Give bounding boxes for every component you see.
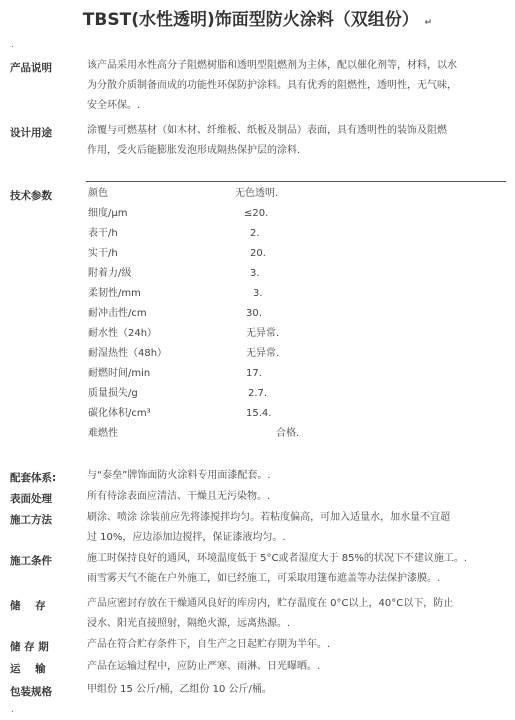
section-label-shelf: 储 存 期 [10, 641, 49, 653]
body-line: 安全环保。. [87, 100, 141, 111]
param-value: 无异常. [246, 348, 280, 359]
param-value: 2. [250, 228, 260, 239]
param-name: 附着力/级 [88, 268, 132, 279]
param-row [88, 344, 299, 364]
body-line: 刷涂、喷涂 涂装前应先将漆搅拌均匀。若粘度偏高，可加入适量水，加水量不宜超 [87, 512, 451, 523]
body-line: 雨雪雾天气不能在户外施工，如已经施工，可采取用篷布遮盖等办法保护漆膜。. [87, 573, 441, 584]
title-paragraph-mark: ↵ [424, 18, 433, 28]
section-body-shelf [87, 635, 330, 655]
body-line: 该产品采用水性高分子阻燃树脂和透明型阻燃剂为主体，配以催化剂等，材料，以水 [87, 60, 457, 71]
section-body-method [87, 508, 450, 548]
section-body-design-use [87, 121, 447, 161]
section-label-kit: 配套体系: [10, 472, 57, 484]
param-row [88, 304, 299, 324]
param-row [88, 284, 299, 304]
empty-paragraph-mark: . [11, 40, 14, 50]
body-line: 作用，受火后能膨胀发泡形成隔热保护层的涂料. [87, 145, 301, 156]
section-body-storage [87, 594, 453, 634]
param-row [88, 324, 299, 344]
body-line: 涂覆与可燃基材（如木材、纤维板、纸板及制品）表面，具有透明性的装饰及阻燃 [87, 125, 447, 136]
body-line: 为分散介质制备而成的功能性环保防护涂料。具有优秀的阻燃性，透明性，无气味， [87, 80, 457, 91]
param-value: 2.7. [248, 388, 268, 399]
param-name: 细度/μm [88, 208, 128, 219]
body-line: 过 10%，应边添加边搅拌，保证漆液均匀。. [87, 532, 286, 543]
param-name: 实干/h [88, 248, 118, 259]
param-row [88, 204, 299, 224]
param-row [88, 264, 299, 284]
body-line: 所有待涂表面应清洁、干燥且无污染物。. [87, 491, 271, 502]
section-label-tech: 技术参数 [10, 190, 52, 202]
body-line: 产品在符合贮存条件下，自生产之日起贮存期为半年。. [87, 639, 331, 650]
section-divider [86, 181, 506, 182]
param-name: 碳化体积/cm³ [88, 408, 151, 419]
param-name: 耐燃时间/min [88, 368, 151, 379]
title-text: TBST(水性透明)饰面型防火涂料（双组份） [82, 10, 419, 30]
param-row [88, 244, 299, 264]
param-value: 无异常. [246, 328, 280, 339]
param-value: 3. [250, 268, 260, 279]
tech-param-list [88, 184, 299, 444]
param-name: 表干/h [88, 228, 118, 239]
param-row [88, 364, 299, 384]
param-row [88, 224, 299, 244]
param-name: 耐湿热性（48h） [88, 348, 168, 359]
section-body-conditions [87, 549, 467, 589]
section-body-transport [87, 657, 320, 677]
param-row [88, 184, 299, 204]
trailing-paragraph-mark: . [11, 705, 14, 715]
section-label-design-use: 设计用途 [10, 127, 52, 139]
param-value: 17. [246, 368, 262, 379]
body-line: 产品应密封存放在干燥通风良好的库房内，贮存温度在 0°C以上，40°C以下，防止 [87, 598, 454, 609]
body-line: 甲组份 15 公斤/桶，乙组份 10 公斤/桶。 [87, 684, 272, 695]
section-label-packing: 包装规格 [10, 686, 52, 698]
section-body-packing [87, 680, 272, 700]
section-label-storage: 储 存 [10, 600, 46, 612]
section-body-kit [87, 466, 271, 486]
param-name: 难燃性 [88, 428, 118, 439]
param-value: 合格. [276, 428, 300, 439]
section-label-surface: 表面处理 [10, 493, 52, 505]
param-value: 无色透明. [235, 188, 279, 199]
param-name: 颜色 [88, 188, 108, 199]
param-row [88, 424, 299, 444]
param-name: 质量损失/g [88, 388, 138, 399]
section-label-conditions: 施工条件 [10, 555, 52, 567]
param-value: 20. [250, 248, 266, 259]
param-value: ≤20. [244, 208, 269, 219]
section-body-surface [87, 487, 270, 507]
param-row [88, 384, 299, 404]
param-value: 15.4. [246, 408, 272, 419]
section-body-product-desc [87, 56, 457, 116]
param-value: 3. [253, 288, 263, 299]
param-name: 耐冲击性/cm [88, 308, 147, 319]
body-line: 产品在运输过程中，应防止严寒、雨淋、日光曝晒。. [87, 661, 321, 672]
section-label-method: 施工方法 [10, 514, 52, 526]
section-label-transport: 运 输 [10, 663, 46, 675]
section-label-product-desc: 产品说明 [10, 62, 52, 74]
param-row [88, 404, 299, 424]
body-line: 与“泰垒”牌饰面防火涂料专用面漆配套。. [87, 470, 271, 481]
page-title [0, 5, 515, 30]
param-name: 耐水性（24h） [88, 328, 158, 339]
param-name: 柔韧性/mm [88, 288, 141, 299]
param-value: 30. [246, 308, 262, 319]
body-line: 浸水、阳光直接照射，隔绝火源，远离热源。. [87, 618, 291, 629]
body-line: 施工时保持良好的通风，环境温度低于 5°C或者湿度大于 85%的状况下不建议施工。. [87, 553, 468, 564]
